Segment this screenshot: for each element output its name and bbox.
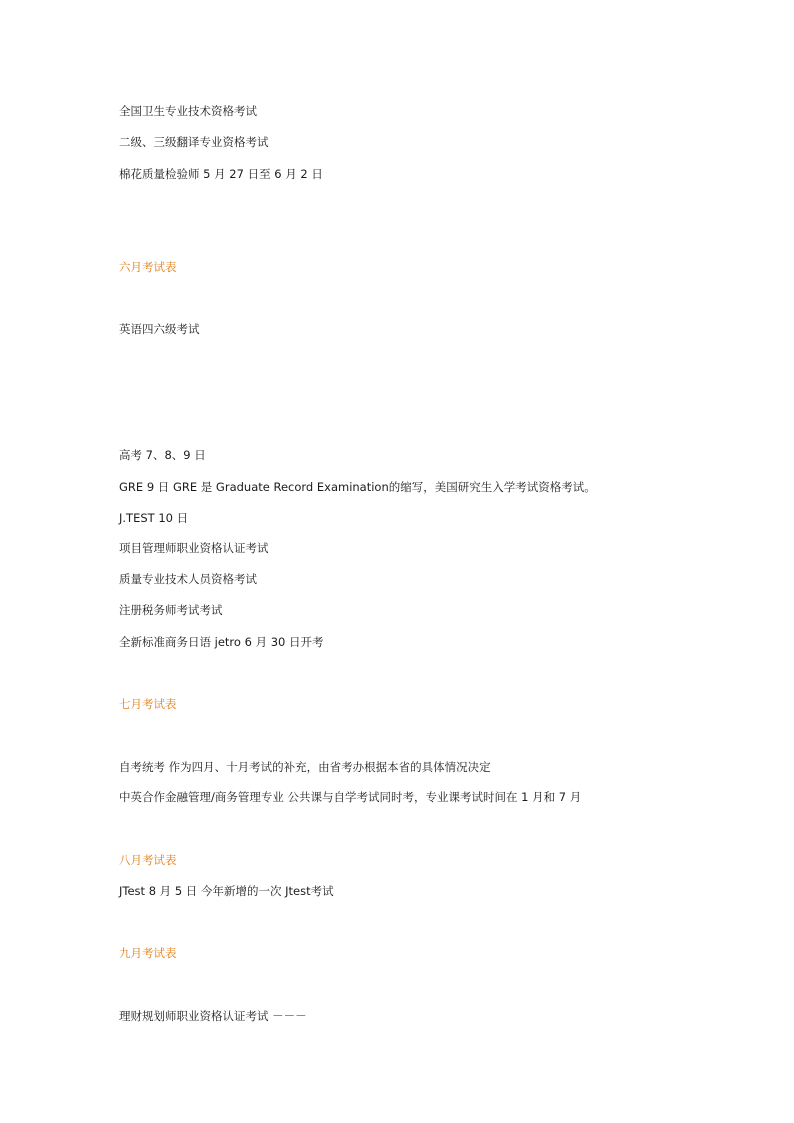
exam-item-translation-qualification: 二级、三级翻译专业资格考试 [119,135,269,149]
exam-item-health-qualification: 全国卫生专业技术资格考试 [119,104,257,118]
heading-august-exams: 八月考试表 [119,853,177,867]
exam-item-self-study: 自考统考 作为四月、十月考试的补充，由省考办根据本省的具体情况决定 [119,760,491,774]
heading-june-exams: 六月考试表 [119,260,177,274]
exam-item-jtest-august: JTest 8 月 5 日 今年新增的一次 Jtest考试 [119,884,334,898]
exam-item-financial-planner: 理财规划师职业资格认证考试 －－－ [119,1009,307,1023]
exam-item-cotton-inspector: 棉花质量检验师 5 月 27 日至 6 月 2 日 [119,167,323,181]
exam-item-tax-agent: 注册税务师考试考试 [119,603,223,617]
exam-item-jtest: J.TEST 10 日 [119,511,189,525]
heading-july-exams: 七月考试表 [119,697,177,711]
exam-item-gre: GRE 9 日 GRE 是 Graduate Record Examination的缩写，美国研究生入学考试资格考试。 [119,480,596,494]
heading-september-exams: 九月考试表 [119,946,177,960]
exam-item-cet: 英语四六级考试 [119,322,200,336]
exam-item-business-japanese: 全新标准商务日语 jetro 6 月 30 日开考 [119,635,324,649]
exam-item-project-manager: 项目管理师职业资格认证考试 [119,541,269,555]
exam-item-sino-british-finance: 中英合作金融管理/商务管理专业 公共课与自学考试同时考，专业课考试时间在 1 月和 7 月 [119,790,582,804]
exam-item-gaokao: 高考 7、8、9 日 [119,448,206,462]
exam-item-quality-professional: 质量专业技术人员资格考试 [119,572,257,586]
